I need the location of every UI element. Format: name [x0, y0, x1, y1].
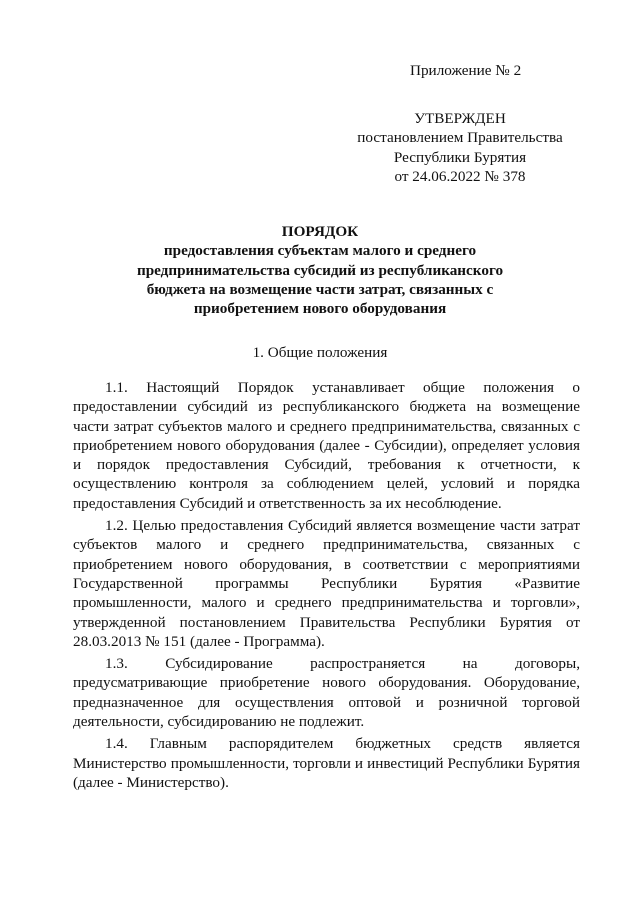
annex-number: Приложение № 2	[410, 62, 522, 79]
section-heading: 1. Общие положения	[252, 344, 388, 361]
title-line: предоставления субъектам малого и среднего	[163, 242, 477, 260]
paragraph-1-3: 1.3. Субсидирование распространяется на договоры, предусматривающие приобретение нового оборудования. Оборудование, предназначенное для осуществления оптовой и розничной торговой деятельности, субсидированию не подлежит.	[73, 655, 580, 731]
paragraph-1-1: 1.1. Настоящий Порядок устанавливает общие положения о предоставлении субсидий из республиканского бюджета на возмещение части затрат субъектов малого и среднего предпринимательства, связанных с приобретением нового оборудования (далее - Субсидии), определяет условия и порядок предоставления Субсидий, требования к отчетности, к осуществлению контроля за соблюдением целей, условий и порядка предоставления Субсидий и ответственность за их несоблюдение.	[73, 379, 580, 512]
approval-line: от 24.06.2022 № 378	[394, 167, 526, 185]
approval-line: Республики Бурятия	[393, 148, 527, 166]
paragraph-1-2: 1.2. Целью предоставления Субсидий является возмещение части затрат субъектов малого и среднего предпринимательства, связанных с приобретением нового оборудования, в соответствии с мероприятиями Государственной программы Республики Бурятия «Развитие промышленности, малого и среднего предпринимательства и торговли», утвержденной постановлением Правительства Республики Бурятия от 28.03.2013 № 151 (далее - Программа).	[73, 517, 580, 650]
title-line: бюджета на возмещение части затрат, связанных с	[146, 280, 494, 298]
approval-line: постановлением Правительства	[357, 129, 563, 147]
paragraph-1-4: 1.4. Главным распорядителем бюджетных средств является Министерство промышленности, торговли и инвестиций Республики Бурятия (далее - Министерство).	[73, 735, 580, 791]
title-line: приобретением нового оборудования	[193, 300, 447, 318]
section-body	[73, 378, 580, 792]
approval-stamp	[356, 109, 564, 186]
approval-line: УТВЕРЖДЕН	[414, 110, 506, 127]
document-title	[72, 222, 568, 318]
title-line: предпринимательства субсидий из республиканского	[136, 261, 504, 279]
title-line: ПОРЯДОК	[281, 223, 359, 240]
